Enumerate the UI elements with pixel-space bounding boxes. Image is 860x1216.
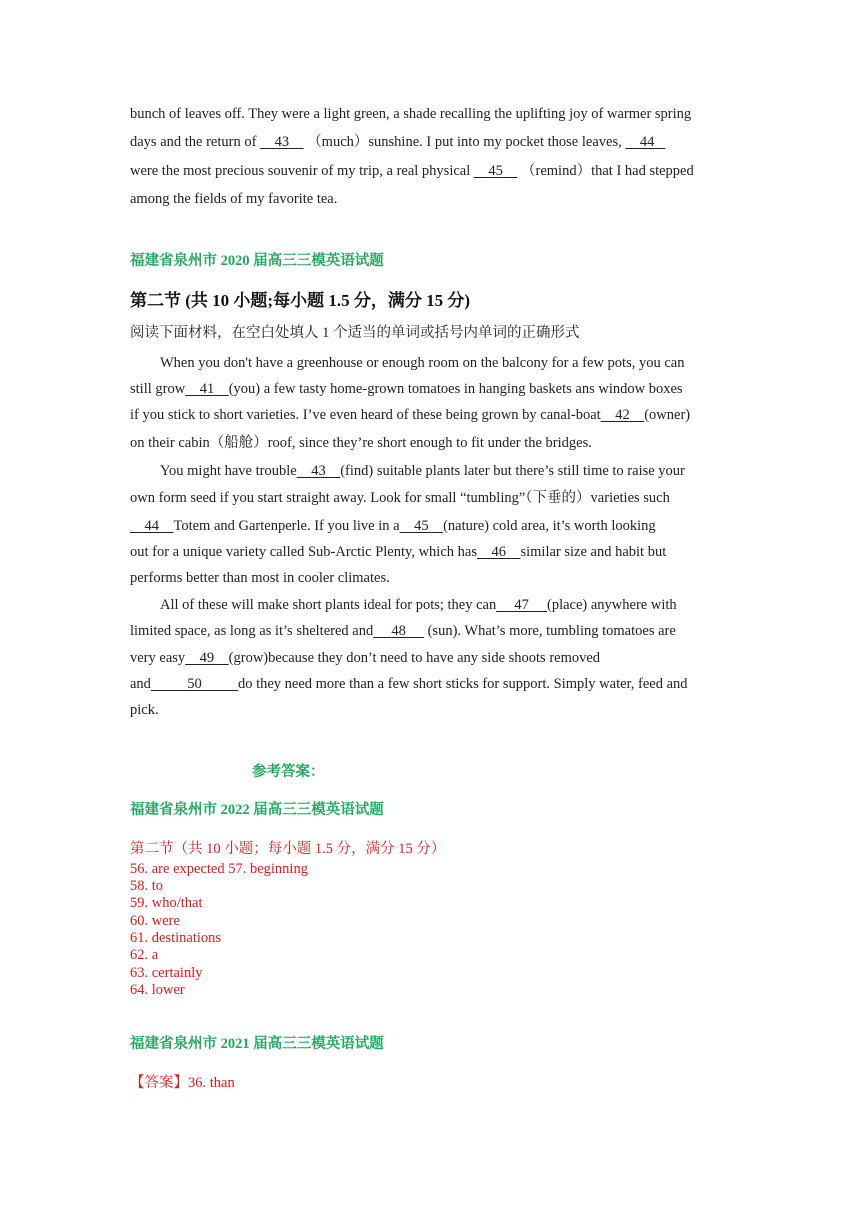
blank-44: 44 bbox=[639, 134, 655, 150]
passage-text: were the most precious souvenir of my trip, a real physical bbox=[130, 163, 474, 179]
passage-line: bunch of leaves off. They were a light green, a shade recalling the uplifting joy of warmer spring bbox=[130, 106, 692, 122]
passage-line: out for a unique variety called Sub-Arctic Plenty, which has 46 similar size and habit but bbox=[130, 544, 667, 560]
section-title-2020: 福建省泉州市 2020 届高三三模英语试题 bbox=[130, 253, 384, 269]
blank-43b: 43 bbox=[311, 463, 326, 479]
blank-43: 43 bbox=[274, 134, 290, 150]
answer-line: 60. were bbox=[130, 913, 180, 929]
blank-44b: 44 bbox=[144, 518, 159, 534]
passage-line: All of these will make short plants ideal for pots; they can 47 (place) anywhere with bbox=[160, 597, 677, 613]
answer-line: 第二节（共 10 小题；每小题 1.5 分，满分 15 分） bbox=[130, 841, 446, 857]
answer-value: 36. than bbox=[188, 1075, 235, 1091]
answer-line bbox=[130, 1074, 235, 1092]
answer-line: 56. are expected 57. beginning bbox=[130, 861, 308, 877]
answer-line: 58. to bbox=[130, 878, 164, 894]
blank-50: 50 bbox=[187, 676, 202, 692]
answer-line: 59. who/that bbox=[130, 895, 203, 911]
passage-line bbox=[130, 162, 694, 180]
passage-line: You might have trouble 43 (find) suitable plants later but there’s still time to raise your bbox=[160, 463, 685, 479]
answers-label: 参考答案： bbox=[252, 764, 325, 780]
passage-line: still grow 41 (you) a few tasty home-grown tomatoes in hanging baskets ans window boxes bbox=[130, 381, 683, 397]
passage-line: pick. bbox=[130, 702, 159, 718]
answer-line: 64. lower bbox=[130, 982, 185, 998]
passage-line: When you don't have a greenhouse or enough room on the balcony for a few pots, you can bbox=[160, 355, 685, 371]
passage-line: 44 Totem and Gartenperle. If you live in a 45 (nature) cold area, it’s worth looking bbox=[130, 517, 656, 535]
passage-line: own form seed if you start straight away. Look for small “tumbling”（下垂的）varieties such bbox=[130, 490, 670, 506]
passage-line: performs better than most in cooler climates. bbox=[130, 570, 390, 586]
section-title-2022: 福建省泉州市 2022 届高三三模英语试题 bbox=[130, 802, 384, 818]
passage-text: （much）sunshine. I put into my pocket those leaves, bbox=[303, 134, 626, 150]
blank-42: 42 bbox=[615, 407, 630, 423]
passage-text: （remind）that I had stepped bbox=[517, 163, 694, 179]
answer-prefix: 【答案】 bbox=[130, 1075, 188, 1091]
passage-line: if you stick to short varieties. I’ve even heard of these being grown by canal-boat 42 (owner) bbox=[130, 407, 691, 423]
section-title-2021: 福建省泉州市 2021 届高三三模英语试题 bbox=[130, 1036, 384, 1052]
passage-line: limited space, as long as it’s sheltered and 48 (sun). What’s more, tumbling tomatoes are bbox=[130, 623, 676, 639]
section-heading: 第二节 (共 10 小题;每小题 1.5 分，满分 15 分) bbox=[130, 291, 470, 310]
blank-47: 47 bbox=[514, 597, 529, 613]
blank-46: 46 bbox=[491, 544, 506, 560]
answer-line: 62. a bbox=[130, 947, 159, 963]
passage-line bbox=[130, 133, 665, 151]
passage-line: among the fields of my favorite tea. bbox=[130, 191, 338, 207]
answer-line: 63. certainly bbox=[130, 965, 203, 981]
passage-line: and 50 do they need more than a few short sticks for support. Simply water, feed and bbox=[130, 676, 688, 692]
blank-41: 41 bbox=[199, 381, 215, 397]
instruction: 阅读下面材料，在空白处填人 1 个适当的单词或括号内单词的正确形式 bbox=[130, 325, 580, 341]
blank-45: 45 bbox=[488, 163, 503, 179]
blank-49: 49 bbox=[199, 650, 215, 666]
blank-45b: 45 bbox=[414, 518, 429, 534]
passage-line: on their cabin（船舱）roof, since they’re short enough to fit under the bridges. bbox=[130, 435, 592, 451]
passage-line: very easy 49 (grow)because they don’t need to have any side shoots removed bbox=[130, 650, 601, 666]
blank-48: 48 bbox=[391, 623, 406, 639]
passage-text: days and the return of bbox=[130, 134, 261, 150]
answer-line: 61. destinations bbox=[130, 930, 222, 946]
